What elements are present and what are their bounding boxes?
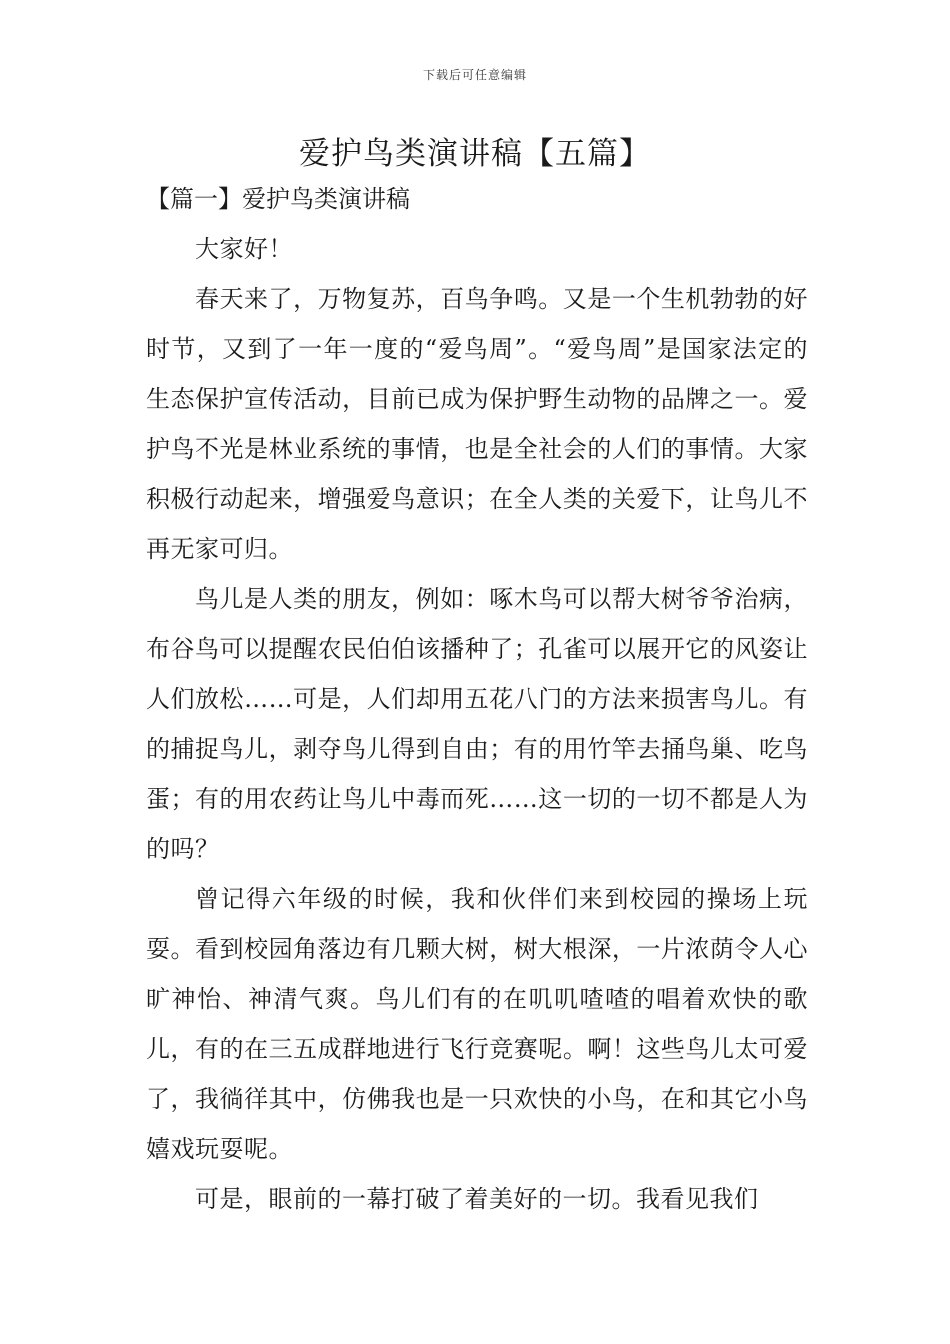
paragraph-memory: 曾记得六年级的时候，我和伙伴们来到校园的操场上玩耍。看到校园角落边有几颗大树，树大根深，一片浓荫令人心旷神怡、神清气爽。鸟儿们有的在叽叽喳喳的唱着欢快的歌儿，有的在三五成群地进行飞行竞赛呢。啊！这些鸟儿太可爱了，我徜徉其中，仿佛我也是一只欢快的小鸟，在和其它小鸟嬉戏玩耍呢。 [146, 885, 808, 1163]
document-title: 爱护鸟类演讲稿【五篇】 [299, 136, 651, 172]
paragraph-birds-friends: 鸟儿是人类的朋友，例如：啄木鸟可以帮大树爷爷治病，布谷鸟可以提醒农民伯伯该播种了；孔雀可以展开它的风姿让人们放松……可是，人们却用五花八门的方法来损害鸟儿。有的捕捉鸟儿，剥夺鸟儿得到自由；有的用竹竿去捅鸟巢、吃鸟蛋；有的用农药让鸟儿中毒而死……这一切的一切不都是人为的吗？ [146, 585, 808, 863]
section-heading: 【篇一】爱护鸟类演讲稿 [146, 185, 410, 213]
paragraph-bird-week: 春天来了，万物复苏，百鸟争鸣。又是一个生机勃勃的好时节，又到了一年一度的“爱鸟周”。“爱鸟周”是国家法定的生态保护宣传活动，目前已成为保护野生动物的品牌之一。爱护鸟不光是林业系统的事情，也是全社会的人们的事情。大家积极行动起来，增强爱鸟意识；在全人类的关爱下，让鸟儿不再无家可归。 [146, 285, 808, 563]
page-header-note: 下载后可任意编辑 [422, 68, 527, 82]
paragraph-greeting: 大家好！ [195, 235, 293, 263]
paragraph-continuation: 可是，眼前的一幕打破了着美好的一切。我看见我们 [195, 1185, 759, 1213]
document-body [146, 224, 808, 1224]
